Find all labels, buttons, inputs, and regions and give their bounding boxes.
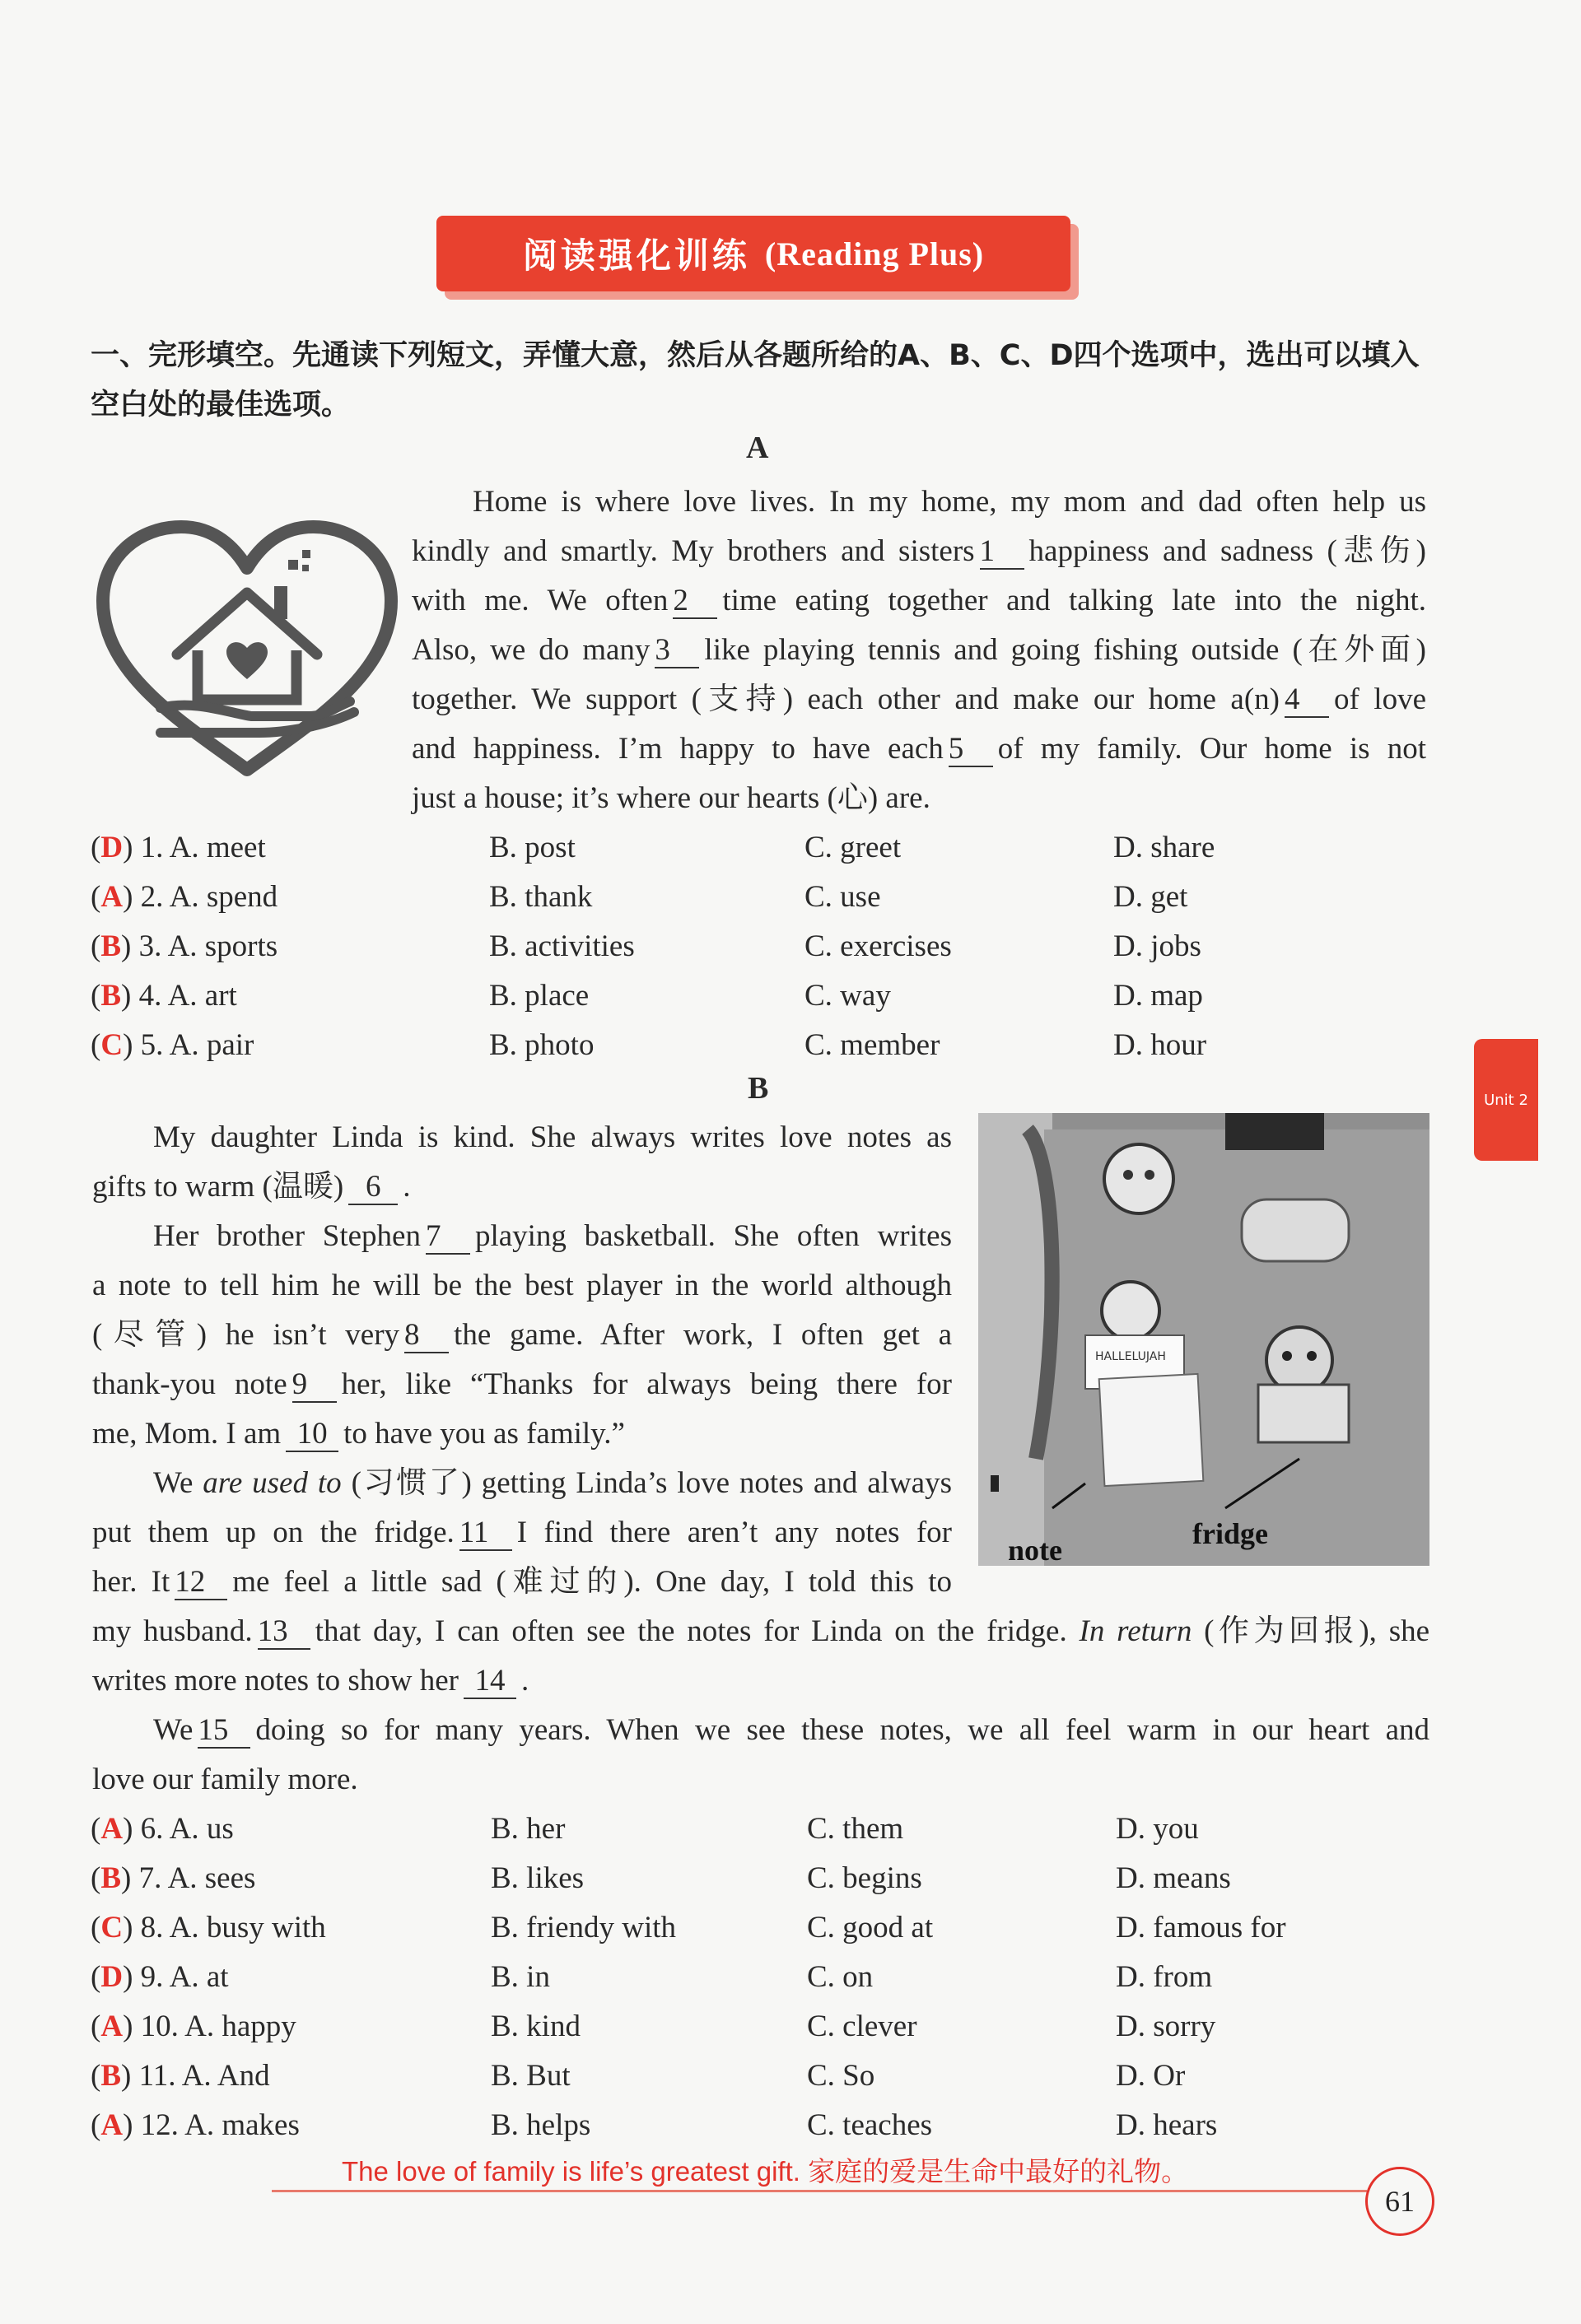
question-row[interactable]: (C) 8. A. busy with: [91, 1911, 326, 1944]
banner-title-cn: 阅读强化训练: [522, 235, 750, 276]
option-b[interactable]: B. helps: [491, 2108, 591, 2142]
question-row[interactable]: (D) 9. A. at: [91, 1960, 229, 1994]
heart-home-icon: [86, 510, 408, 782]
note-label: note: [1008, 1534, 1062, 1566]
blank-15: 15: [198, 1714, 250, 1749]
option-c[interactable]: C. teaches: [807, 2108, 933, 2142]
page-number: 61: [1365, 2167, 1434, 2236]
blank-6: 6: [348, 1171, 398, 1205]
blank-9: 9: [292, 1368, 337, 1403]
passage-a-heading: A: [746, 431, 769, 465]
option-c[interactable]: C. good at: [807, 1911, 934, 1944]
question-row[interactable]: (B) 11. A. And: [91, 2059, 270, 2093]
option-b[interactable]: B. thank: [489, 880, 593, 914]
passage-b-line-13: We 15 doing so for many years. When we see these notes, we all feel warm in our heart and: [153, 1713, 1429, 1747]
note-sticker-text: HALLELUJAH: [1095, 1350, 1166, 1363]
question-row[interactable]: (D) 1. A. meet: [91, 831, 266, 864]
question-row[interactable]: (B) 7. A. sees: [91, 1861, 256, 1895]
blank-14: 14: [464, 1665, 516, 1699]
option-d[interactable]: D. from: [1116, 1960, 1213, 1994]
section-banner: [436, 216, 1070, 291]
passage-a-line-3: with me. We often 2 time eating together and talking late into the night.: [412, 584, 1426, 617]
option-d[interactable]: D. you: [1116, 1812, 1199, 1846]
option-c[interactable]: C. exercises: [804, 929, 952, 963]
fridge-photo: [978, 1113, 1429, 1566]
option-b[interactable]: B. likes: [491, 1861, 585, 1895]
option-d[interactable]: D. jobs: [1113, 929, 1201, 963]
unit-side-tab[interactable]: Unit 2: [1474, 1039, 1538, 1161]
blank-10: 10: [286, 1418, 338, 1452]
option-c[interactable]: C. on: [807, 1960, 874, 1994]
passage-b-line-2: gifts to warm (温暖) 6 .: [92, 1170, 411, 1204]
option-d[interactable]: D. map: [1113, 979, 1203, 1013]
option-c[interactable]: C. member: [804, 1028, 940, 1062]
passage-b-line-1: My daughter Linda is kind. She always writes love notes as: [153, 1120, 952, 1154]
passage-a-line-5: together. We support (支持) each other and make our home a(n) 4 of love: [412, 682, 1426, 716]
option-d[interactable]: D. get: [1113, 880, 1188, 914]
question-row[interactable]: (A) 6. A. us: [91, 1812, 234, 1846]
option-b[interactable]: B. But: [491, 2059, 571, 2093]
passage-b-line-14: love our family more.: [92, 1763, 358, 1796]
blank-1: 1: [980, 535, 1024, 570]
option-d[interactable]: D. Or: [1116, 2059, 1186, 2093]
option-c[interactable]: C. clever: [807, 2010, 917, 2043]
passage-b-line-12: writes more notes to show her 14 .: [92, 1664, 529, 1698]
option-d[interactable]: D. means: [1116, 1861, 1231, 1895]
blank-13: 13: [258, 1615, 310, 1650]
blank-11: 11: [459, 1516, 512, 1551]
option-b[interactable]: B. post: [489, 831, 576, 864]
option-c[interactable]: C. greet: [804, 831, 902, 864]
passage-a-line-7: just a house; it’s where our hearts (心) are.: [412, 781, 930, 815]
question-row[interactable]: (A) 12. A. makes: [91, 2108, 300, 2142]
passage-b-line-10: her. It 12 me feel a little sad (难过的). One day, I told this to: [92, 1565, 952, 1599]
option-c[interactable]: C. begins: [807, 1861, 922, 1895]
option-d[interactable]: D. hears: [1116, 2108, 1218, 2142]
passage-b-line-4: a note to tell him he will be the best player in the world although: [92, 1269, 952, 1302]
blank-2: 2: [673, 584, 717, 619]
passage-a-line-2: kindly and smartly. My brothers and sisters 1 happiness and sadness (悲伤): [412, 534, 1426, 568]
option-d[interactable]: D. sorry: [1116, 2010, 1216, 2043]
option-c[interactable]: C. So: [807, 2059, 875, 2093]
passage-b-line-5: (尽管) he isn’t very 8 the game. After work, I often get a: [92, 1318, 952, 1352]
fridge-illustration: [978, 1113, 1429, 1566]
option-b[interactable]: B. kind: [491, 2010, 581, 2043]
blank-3: 3: [655, 634, 699, 668]
passage-b-line-7: me, Mom. I am 10 to have you as family.”: [92, 1417, 625, 1451]
option-d[interactable]: D. share: [1113, 831, 1215, 864]
option-c[interactable]: C. use: [804, 880, 881, 914]
passage-b-heading: B: [748, 1071, 769, 1106]
blank-5: 5: [949, 733, 993, 767]
passage-b-line-6: thank-you note 9 her, like “Thanks for always being there for: [92, 1367, 952, 1401]
fridge-label: fridge: [1192, 1517, 1268, 1550]
passage-b-line-8: We are used to (习惯了) getting Linda’s love notes and always: [153, 1466, 952, 1500]
blank-12: 12: [175, 1566, 227, 1600]
option-b[interactable]: B. photo: [489, 1028, 595, 1062]
blank-7: 7: [426, 1220, 470, 1255]
passage-a-line-6: and happiness. I’m happy to have each 5 of my family. Our home is not: [412, 732, 1426, 766]
question-row[interactable]: (B) 4. A. art: [91, 979, 237, 1013]
option-d[interactable]: D. famous for: [1116, 1911, 1286, 1944]
question-row[interactable]: (C) 5. A. pair: [91, 1028, 254, 1062]
option-c[interactable]: C. them: [807, 1812, 904, 1846]
option-b[interactable]: B. activities: [489, 929, 635, 963]
passage-b-line-9: put them up on the fridge. 11 I find there aren’t any notes for: [92, 1516, 953, 1549]
passage-a-line-4: Also, we do many 3 like playing tennis and going fishing outside (在外面): [412, 633, 1426, 667]
footer-quote: The love of family is life’s greatest gift. 家庭的爱是生命中最好的礼物。: [342, 2156, 1189, 2187]
question-row[interactable]: (A) 10. A. happy: [91, 2010, 296, 2043]
option-b[interactable]: B. in: [491, 1960, 550, 1994]
banner-title-en: (Reading Plus): [764, 235, 985, 272]
question-row[interactable]: (B) 3. A. sports: [91, 929, 278, 963]
passage-a-line-1: Home is where love lives. In my home, my mom and dad often help us: [473, 485, 1426, 519]
option-c[interactable]: C. way: [804, 979, 891, 1013]
option-d[interactable]: D. hour: [1113, 1028, 1207, 1062]
option-b[interactable]: B. place: [489, 979, 590, 1013]
instruction: 一、完形填空。先通读下列短文，弄懂大意，然后从各题所给的A、B、C、D四个选项中，选出可以填入空白处的最佳选项。: [91, 339, 1420, 421]
option-b[interactable]: B. friendy with: [491, 1911, 677, 1944]
passage-b-line-11: my husband. 13 that day, I can often see the notes for Linda on the fridge. In return (作为回报), she: [92, 1614, 1430, 1648]
passage-b-line-3: Her brother Stephen 7 playing basketball. She often writes: [153, 1219, 953, 1253]
blank-4: 4: [1285, 683, 1329, 718]
footer-divider: [272, 2190, 1367, 2192]
option-b[interactable]: B. her: [491, 1812, 566, 1846]
question-row[interactable]: (A) 2. A. spend: [91, 880, 278, 914]
blank-8: 8: [404, 1319, 449, 1353]
